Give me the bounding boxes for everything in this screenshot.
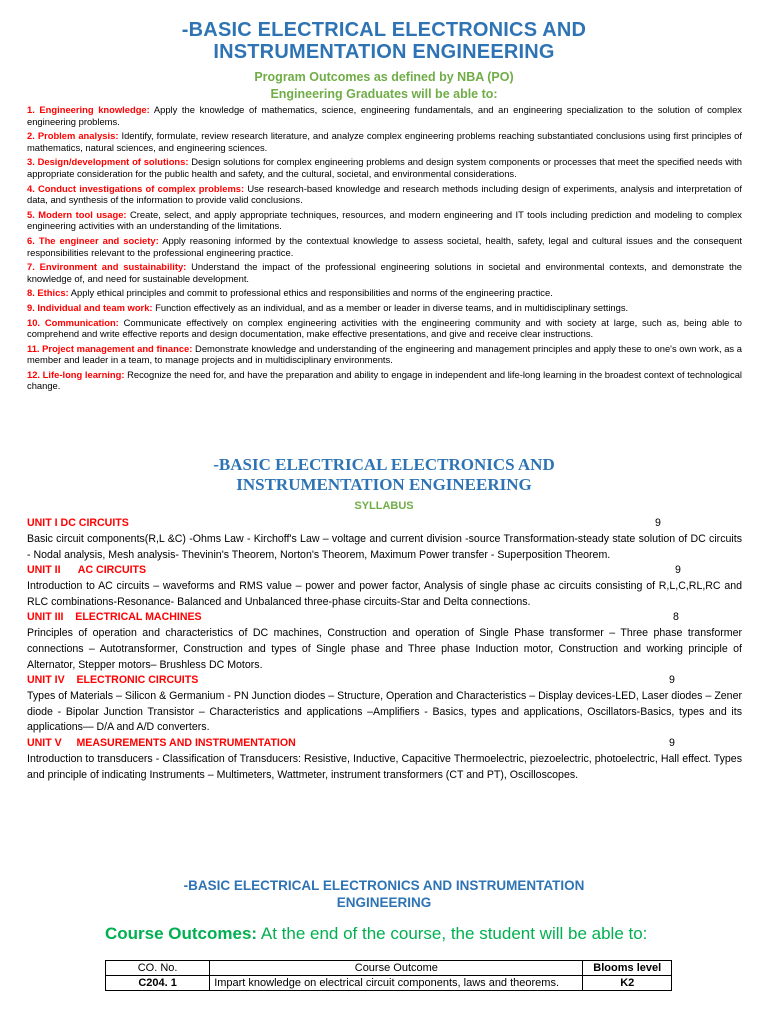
po-item [27, 209, 742, 232]
cell-co-no: C204. 1 [106, 976, 210, 991]
po-subtitle-graduates: Engineering Graduates will be able to: [270, 87, 498, 101]
unit-body: Basic circuit components(R,L &C) -Ohms Law - Kirchoff's Law – voltage and current division -source Transformation-steady state solution of DC circuits - Nodal analysis, Mesh analysis- Thevinin's Theorem, Norton's Theorem, Maximum Power transfer - Superposition Theorem. [27, 533, 742, 561]
po-label: 3. Design/development of solutions: [27, 156, 189, 168]
cell-blooms-level: K2 [583, 976, 672, 991]
po-text: Function effectively as an individual, and as a member or leader in diverse teams, and in multidisciplinary settings. [152, 301, 629, 313]
po-label: 12. Life-long learning: [27, 368, 125, 380]
po-label: 10. Communication: [27, 316, 119, 328]
po-label: 2. Problem analysis: [27, 130, 119, 142]
po-text: Design solutions for complex engineering problems and design system components or processes that meet the specified needs with appropriate consideration for the public health and safety, and the cultural, societal, and environmental considerations. [27, 156, 742, 179]
syllabus-title-line1: -BASIC ELECTRICAL ELECTRONICS AND [213, 455, 555, 474]
unit-heading [27, 610, 742, 626]
course-outcome-table [105, 960, 672, 991]
unit-title: UNIT II AC CIRCUITS [27, 564, 147, 577]
po-title-line2: INSTRUMENTATION ENGINEERING [213, 41, 555, 63]
course-outcomes-line [105, 924, 647, 944]
po-item [27, 369, 742, 392]
course-title-line2: ENGINEERING [336, 895, 432, 910]
po-item [27, 302, 742, 314]
unit-hours: 9 [669, 736, 675, 749]
unit-heading [27, 736, 742, 752]
unit-title: UNIT I DC CIRCUITS [27, 517, 129, 529]
course-outcomes-label: Course Outcomes: [105, 924, 258, 943]
po-item [27, 130, 742, 153]
po-text: Communicate effectively on complex engineering activities with the engineering community and with society at large, such as, being able to comprehend and write effective reports and design documentation, make effective presentations, and give and receive clear instructions. [27, 316, 742, 340]
unit-body: Principles of operation and characteristics of DC machines, Construction and operation of Single Phase transformer – Three phase transformer connections – Autotransformer, Construction and types of Single phase and Three phase Induction motor, Construction and working principle of Alternator, Stepper motors– Brushless DC Motors. [27, 627, 742, 671]
course-outcomes-text: At the end of the course, the student will be able to: [257, 924, 648, 943]
po-text: Apply reasoning informed by the contextual knowledge to assess societal, health, safety, legal and cultural issues and the consequent responsibilities relevant to the professional engineering practice. [27, 234, 743, 258]
course-title-line1: -BASIC ELECTRICAL ELECTRONICS AND INSTRUMENTATION [183, 878, 585, 893]
po-title-line1: -BASIC ELECTRICAL ELECTRONICS AND [181, 19, 587, 41]
unit-body: Introduction to AC circuits – waveforms and RMS value – power and power factor, Analysis of single phase ac circuits consisting of R,L,C,RL,RC and RLC combinations-Resonance- Balanced and Unbalanced three-phase circuits-Star and Delta connections. [27, 580, 742, 608]
col-blooms-level: Blooms level [583, 961, 672, 976]
cell-course-outcome: Impart knowledge on electrical circuit components, laws and theorems. [210, 976, 583, 991]
po-text: Apply the knowledge of mathematics, science, engineering fundamentals, and an engineering specialization to the solution of complex engineering problems. [27, 104, 742, 127]
po-text: Understand the impact of the professional engineering solutions in societal and environmental contexts, and demonstrate the knowledge of, and need for sustainable development. [27, 261, 742, 284]
po-label: 1. Engineering knowledge: [27, 104, 150, 115]
po-item [27, 261, 742, 284]
unit-body: Introduction to transducers - Classification of Transducers: Resistive, Inductive, Capacitive Thermoelectric, piezoelectric, photoelectric, Hall effect. Types and principle of indicating Instruments – Multimeters, Wattmeter, instrument transformers (CT and PT), Oscilloscopes. [27, 752, 742, 781]
po-item [27, 183, 742, 206]
po-label: 4. Conduct investigations of complex problems: [27, 182, 245, 194]
po-label: 9. Individual and team work: [27, 301, 153, 313]
unit-heading [27, 516, 742, 532]
syllabus-units [27, 516, 742, 783]
po-item [27, 317, 742, 340]
table-header-row [106, 961, 672, 976]
po-item [27, 287, 742, 299]
col-co-no: CO. No. [106, 961, 210, 976]
po-label: 7. Environment and sustainability: [27, 261, 187, 273]
po-label: 8. Ethics: [27, 287, 69, 299]
po-text: Demonstrate knowledge and understanding of the engineering and management principles and apply these to one's own work, as a member and leader in a team, to manage projects and in multidisciplinary environments. [27, 342, 742, 366]
po-item [27, 235, 742, 258]
po-text: Apply ethical principles and commit to professional ethics and responsibilities and norms of the engineering practice. [68, 287, 553, 299]
unit-title: UNIT IV ELECTRONIC CIRCUITS [27, 674, 199, 687]
po-subtitle: Program Outcomes as defined by NBA (PO) [254, 70, 514, 84]
program-outcomes-list [27, 104, 742, 395]
unit-hours: 9 [669, 674, 675, 687]
table-row [106, 976, 672, 991]
po-text: Identify, formulate, review research literature, and analyze complex engineering problems reaching substantiated conclusions using first principles of mathematics, natural sciences, and engineering sciences. [27, 130, 742, 153]
unit-hours: 9 [675, 564, 681, 577]
syllabus-title-line2: INSTRUMENTATION ENGINEERING [236, 475, 532, 494]
unit-body: Types of Materials – Silicon & Germanium - PN Junction diodes – Structure, Operation and Characteristics – Display devices-LED, Laser diodes – Zener diode - Bipolar Junction Transistor – Characteristics and applications –Amplifiers - Basics, types and applications, Oscillators-Basics, types and its applications— D/A and A/D converters. [27, 690, 742, 734]
unit-hours: 9 [655, 517, 661, 529]
syllabus-label: SYLLABUS [354, 500, 414, 512]
unit-title: UNIT III ELECTRICAL MACHINES [27, 611, 202, 624]
po-item [27, 104, 742, 127]
unit-heading [27, 673, 742, 689]
unit-heading [27, 563, 742, 579]
po-text: Recognize the need for, and have the preparation and ability to engage in independent and life-long learning in the broadest context of technological change. [27, 368, 742, 392]
unit-title: UNIT V MEASUREMENTS AND INSTRUMENTATION [27, 736, 296, 749]
col-course-outcome: Course Outcome [210, 961, 583, 976]
unit-hours: 8 [673, 611, 679, 624]
po-label: 6. The engineer and society: [27, 234, 159, 246]
po-item [27, 343, 742, 366]
po-label: 5. Modern tool usage: [27, 208, 127, 220]
po-item [27, 156, 742, 179]
po-label: 11. Project management and finance: [27, 342, 193, 354]
po-text: Create, select, and apply appropriate techniques, resources, and modern engineering and IT tools including prediction and modeling to complex engineering activities with an understanding of the limitations. [27, 208, 742, 232]
po-text: Use research-based knowledge and research methods including design of experiments, analysis and interpretation of data, and synthesis of the information to provide valid conclusions. [27, 182, 742, 206]
